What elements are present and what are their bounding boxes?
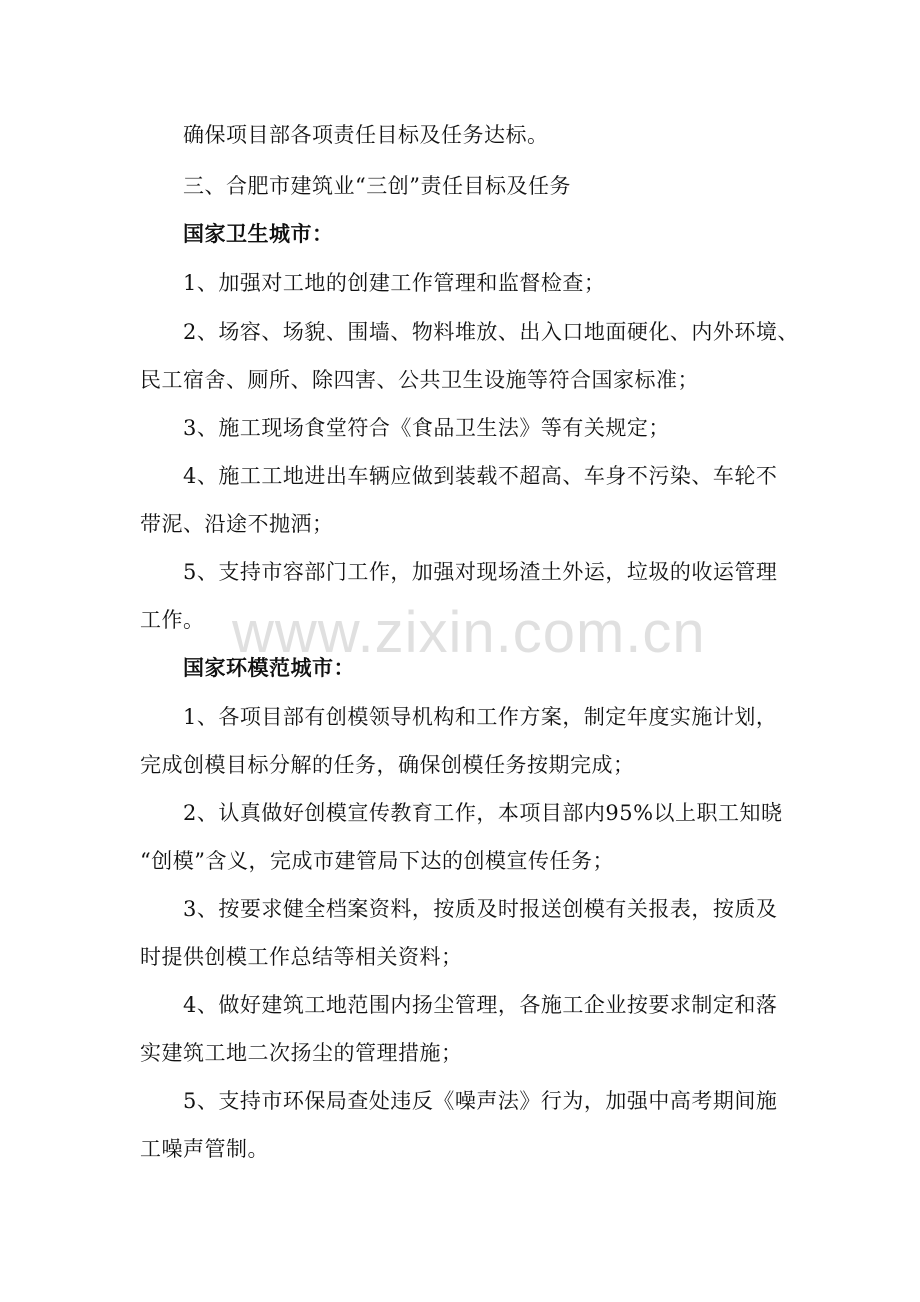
list-item-continuation: 完成创模目标分解的任务，确保创模任务按期完成； [140, 753, 635, 777]
list-item: 2、场容、场貌、围墙、物料堆放、出入口地面硬化、内外环境、 [183, 320, 799, 344]
list-item: 3、施工现场食堂符合《食品卫生法》等有关规定； [183, 416, 670, 440]
list-item: 3、按要求健全档案资料，按质及时报送创模有关报表，按质及 [183, 897, 778, 921]
list-item: 5、支持市容部门工作，加强对现场渣土外运，垃圾的收运管理 [183, 560, 778, 584]
list-item: 1、加强对工地的创建工作管理和监督检查； [183, 271, 606, 295]
list-item-continuation: 民工宿舍、厕所、除四害、公共卫生设施等符合国家标准； [140, 368, 699, 392]
list-item: 4、做好建筑工地范围内扬尘管理，各施工企业按要求制定和落 [183, 993, 778, 1017]
list-item: 1、各项目部有创模领导机构和工作方案，制定年度实施计划， [183, 705, 778, 729]
subheading-national-health-city: 国家卫生城市： [183, 221, 334, 246]
list-item-continuation: 工作。 [140, 608, 205, 632]
list-item-continuation: 时提供创模工作总结等相关资料； [140, 945, 463, 969]
list-item-continuation: 实建筑工地二次扬尘的管理措施； [140, 1041, 463, 1065]
list-item-continuation: “创模”含义，完成市建管局下达的创模宣传任务； [140, 849, 614, 873]
section-heading: 三、合肥市建筑业“三创”责任目标及任务 [183, 174, 571, 198]
paragraph-line: 确保项目部各项责任目标及任务达标。 [183, 123, 549, 147]
list-item: 5、支持市环保局查处违反《噪声法》行为，加强中高考期间施 [183, 1089, 778, 1113]
watermark: www.zixin.com.cn [232, 600, 706, 665]
list-item: 2、认真做好创模宣传教育工作，本项目部内95%以上职工知晓 [183, 801, 783, 825]
list-item-continuation: 工噪声管制。 [140, 1137, 269, 1161]
subheading-national-environment-city: 国家环模范城市： [183, 655, 355, 680]
list-item: 4、施工工地进出车辆应做到装载不超高、车身不污染、车轮不 [183, 464, 778, 488]
list-item-continuation: 带泥、沿途不抛洒； [140, 512, 334, 536]
